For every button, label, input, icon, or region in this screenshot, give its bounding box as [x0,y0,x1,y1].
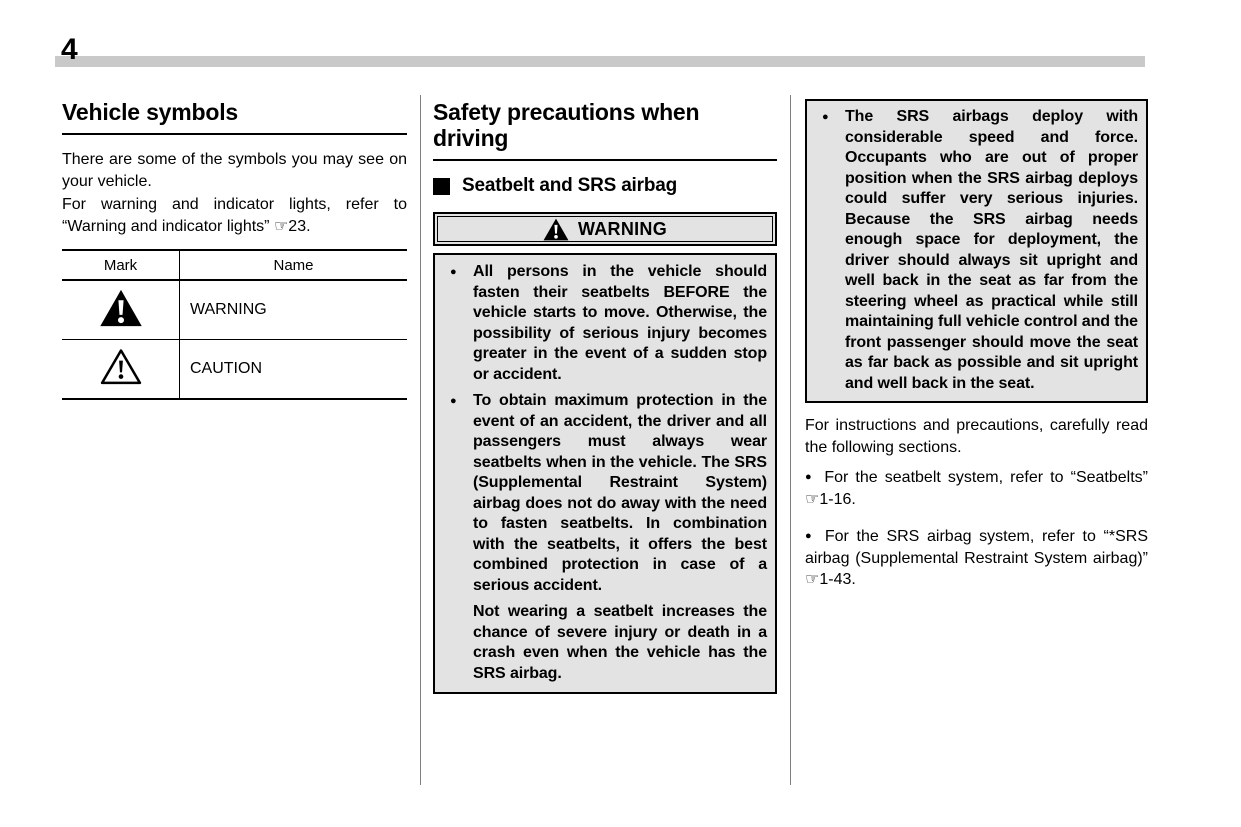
table-header-row [62,250,407,280]
vehicle-symbols-section [62,99,407,400]
warning-list-item [443,262,767,385]
table-header-mark: Mark [62,250,180,280]
warning-triangle-filled-icon [99,314,143,331]
warning-list [443,262,767,596]
mark-name: CAUTION [180,340,408,400]
table-row [62,340,407,400]
section-square-icon [433,178,450,195]
warning-box [805,99,1148,403]
reference-paragraph: For warning and indicator lights, refer to “Warning and indicator lights” ☞23. [62,196,407,235]
subsection-heading [433,175,777,197]
reference-item [805,467,1148,510]
column-divider [790,95,791,785]
column-divider [420,95,421,785]
bullet-dot: ● [450,266,457,278]
bullet-dot: ● [450,395,457,407]
reference-text: For the SRS airbag system, refer to “*SRS airbag (Supplemental Restraint System airbag)” ☞1-43. [805,528,1148,588]
header-rule-bar [55,56,1145,67]
subsection-title: Seatbelt and SRS airbag [462,175,678,196]
warning-box [433,253,777,694]
warning-item-text: All persons in the vehicle should fasten their seatbelts BEFORE the vehicle starts to move. Otherwise, the possibility of serious injury becomes greater in the event of a sudden stop or accident. [473,263,767,383]
page-number: 4 [61,33,77,66]
bullet-dot: ● [805,530,815,542]
table-header-name: Name [180,250,408,280]
warning-list-item [815,107,1138,394]
safety-precautions-section [433,99,777,694]
warning-banner-inner [437,216,773,242]
warning-banner-label: WARNING [577,218,668,239]
intro-paragraph: There are some of the symbols you may see on your vehicle. [62,151,407,190]
srs-airbag-section [805,99,1148,607]
mark-cell [62,340,180,400]
warning-item-text: To obtain maximum protection in the event of an accident, the driver and all passengers must always wear seatbelts when in the vehicle. The SRS (Supplemental Restraint System) airbag does not do away with the need to fasten seatbelts. In combination with the seatbelts, it offers the best combined protection in case of a serious accident. [473,392,767,594]
bullet-dot: ● [805,471,815,483]
mark-cell [62,280,180,340]
reference-text: For the seatbelt system, refer to “Seatbelts” ☞1-16. [805,469,1148,508]
warning-list [815,107,1138,394]
caution-triangle-outline-icon [100,372,142,389]
warning-triangle-icon [543,218,569,241]
table-row [62,280,407,340]
warning-banner [433,212,777,246]
section-title-vehicle-symbols: Vehicle symbols [62,99,407,135]
warning-list-item [443,391,767,596]
instructions-paragraph: For instructions and precautions, carefully read the following sections. [805,417,1148,456]
mark-name: WARNING [190,301,267,318]
symbols-table [62,249,407,400]
warning-item-text: The SRS airbags deploy with considerable speed and force. Occupants who are out of proper position when the SRS airbag deploys could suffer very serious injuries. Because the SRS airbag needs enough space for deployment, the driver should always sit upright and well back in the seat as far from the steering wheel as practical while still maintaining full vehicle control and the front passenger should move the seat as far back as possible and sit upright and well back in the seat. [845,108,1138,392]
section-title-safety-precautions: Safety precautions when driving [433,99,777,161]
bullet-dot: ● [822,111,829,123]
warning-continuation-paragraph: Not wearing a seatbelt increases the chance of severe injury or death in a crash even when the vehicle has the SRS airbag. [473,603,767,682]
reference-item [805,526,1148,591]
